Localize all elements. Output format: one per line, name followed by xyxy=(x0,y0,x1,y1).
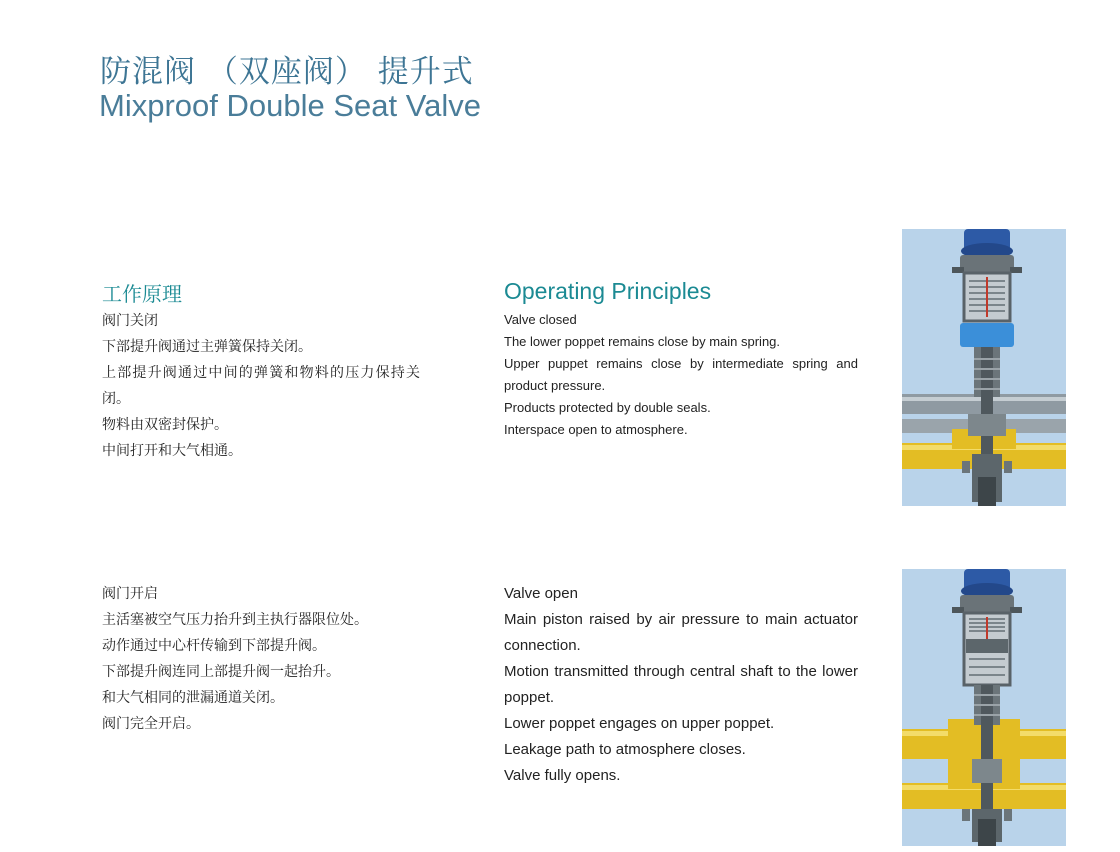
open-description-cn xyxy=(102,581,462,737)
closed-en-line: The lower poppet remains close by main spring. xyxy=(504,334,781,349)
closed-en-line: product pressure. xyxy=(504,378,606,393)
page-title-cn: 防混阀 （双座阀） 提升式 xyxy=(100,54,474,90)
open-en-line: Motion transmitted through central shaft to the lower xyxy=(504,663,858,680)
open-en-line: Valve fully opens. xyxy=(504,767,621,784)
open-en-line: Main piston raised by air pressure to main actuator xyxy=(504,611,858,628)
section-heading-cn: 工作原理 xyxy=(102,282,182,306)
page-title-en: Mixproof Double Seat Valve xyxy=(99,88,481,123)
open-cn-line: 动作通过中心杆传输到下部提升阀。 xyxy=(102,638,326,654)
valve-open-figure xyxy=(902,569,1066,846)
open-cn-line: 阀门开启 xyxy=(102,586,158,602)
open-en-line: Leakage path to atmosphere closes. xyxy=(504,741,746,758)
open-cn-line: 和大气相同的泄漏通道关闭。 xyxy=(102,690,284,706)
open-en-line: connection. xyxy=(504,637,581,654)
open-en-line: poppet. xyxy=(504,689,555,706)
open-cn-line: 下部提升阀连同上部提升阀一起抬升。 xyxy=(102,664,340,680)
valve-closed-illustration-icon xyxy=(902,229,1066,506)
open-description-en xyxy=(504,581,858,789)
closed-cn-line: 阀门关闭 xyxy=(102,313,158,329)
valve-open-illustration-icon xyxy=(902,569,1066,846)
closed-en-line: Valve closed xyxy=(504,312,577,327)
open-cn-line: 主活塞被空气压力抬升到主执行器限位处。 xyxy=(102,612,368,628)
closed-en-line: Products protected by double seals. xyxy=(504,400,711,415)
closed-cn-line: 闭。 xyxy=(102,391,130,407)
closed-en-line: Upper puppet remains close by intermediate spring and xyxy=(504,356,858,371)
closed-en-line: Interspace open to atmosphere. xyxy=(504,422,688,437)
closed-cn-line: 上部提升阀通过中间的弹簧和物料的压力保持关 xyxy=(102,365,422,381)
closed-cn-line: 物料由双密封保护。 xyxy=(102,417,228,433)
open-en-line: Valve open xyxy=(504,585,578,602)
section-heading-en: Operating Principles xyxy=(504,278,712,304)
closed-description-en xyxy=(504,309,858,441)
open-en-line: Lower poppet engages on upper poppet. xyxy=(504,715,775,732)
valve-closed-figure xyxy=(902,229,1066,506)
closed-description-cn xyxy=(102,308,462,464)
closed-cn-line: 中间打开和大气相通。 xyxy=(102,443,242,459)
closed-cn-line: 下部提升阀通过主弹簧保持关闭。 xyxy=(102,339,312,355)
open-cn-line: 阀门完全开启。 xyxy=(102,716,200,732)
